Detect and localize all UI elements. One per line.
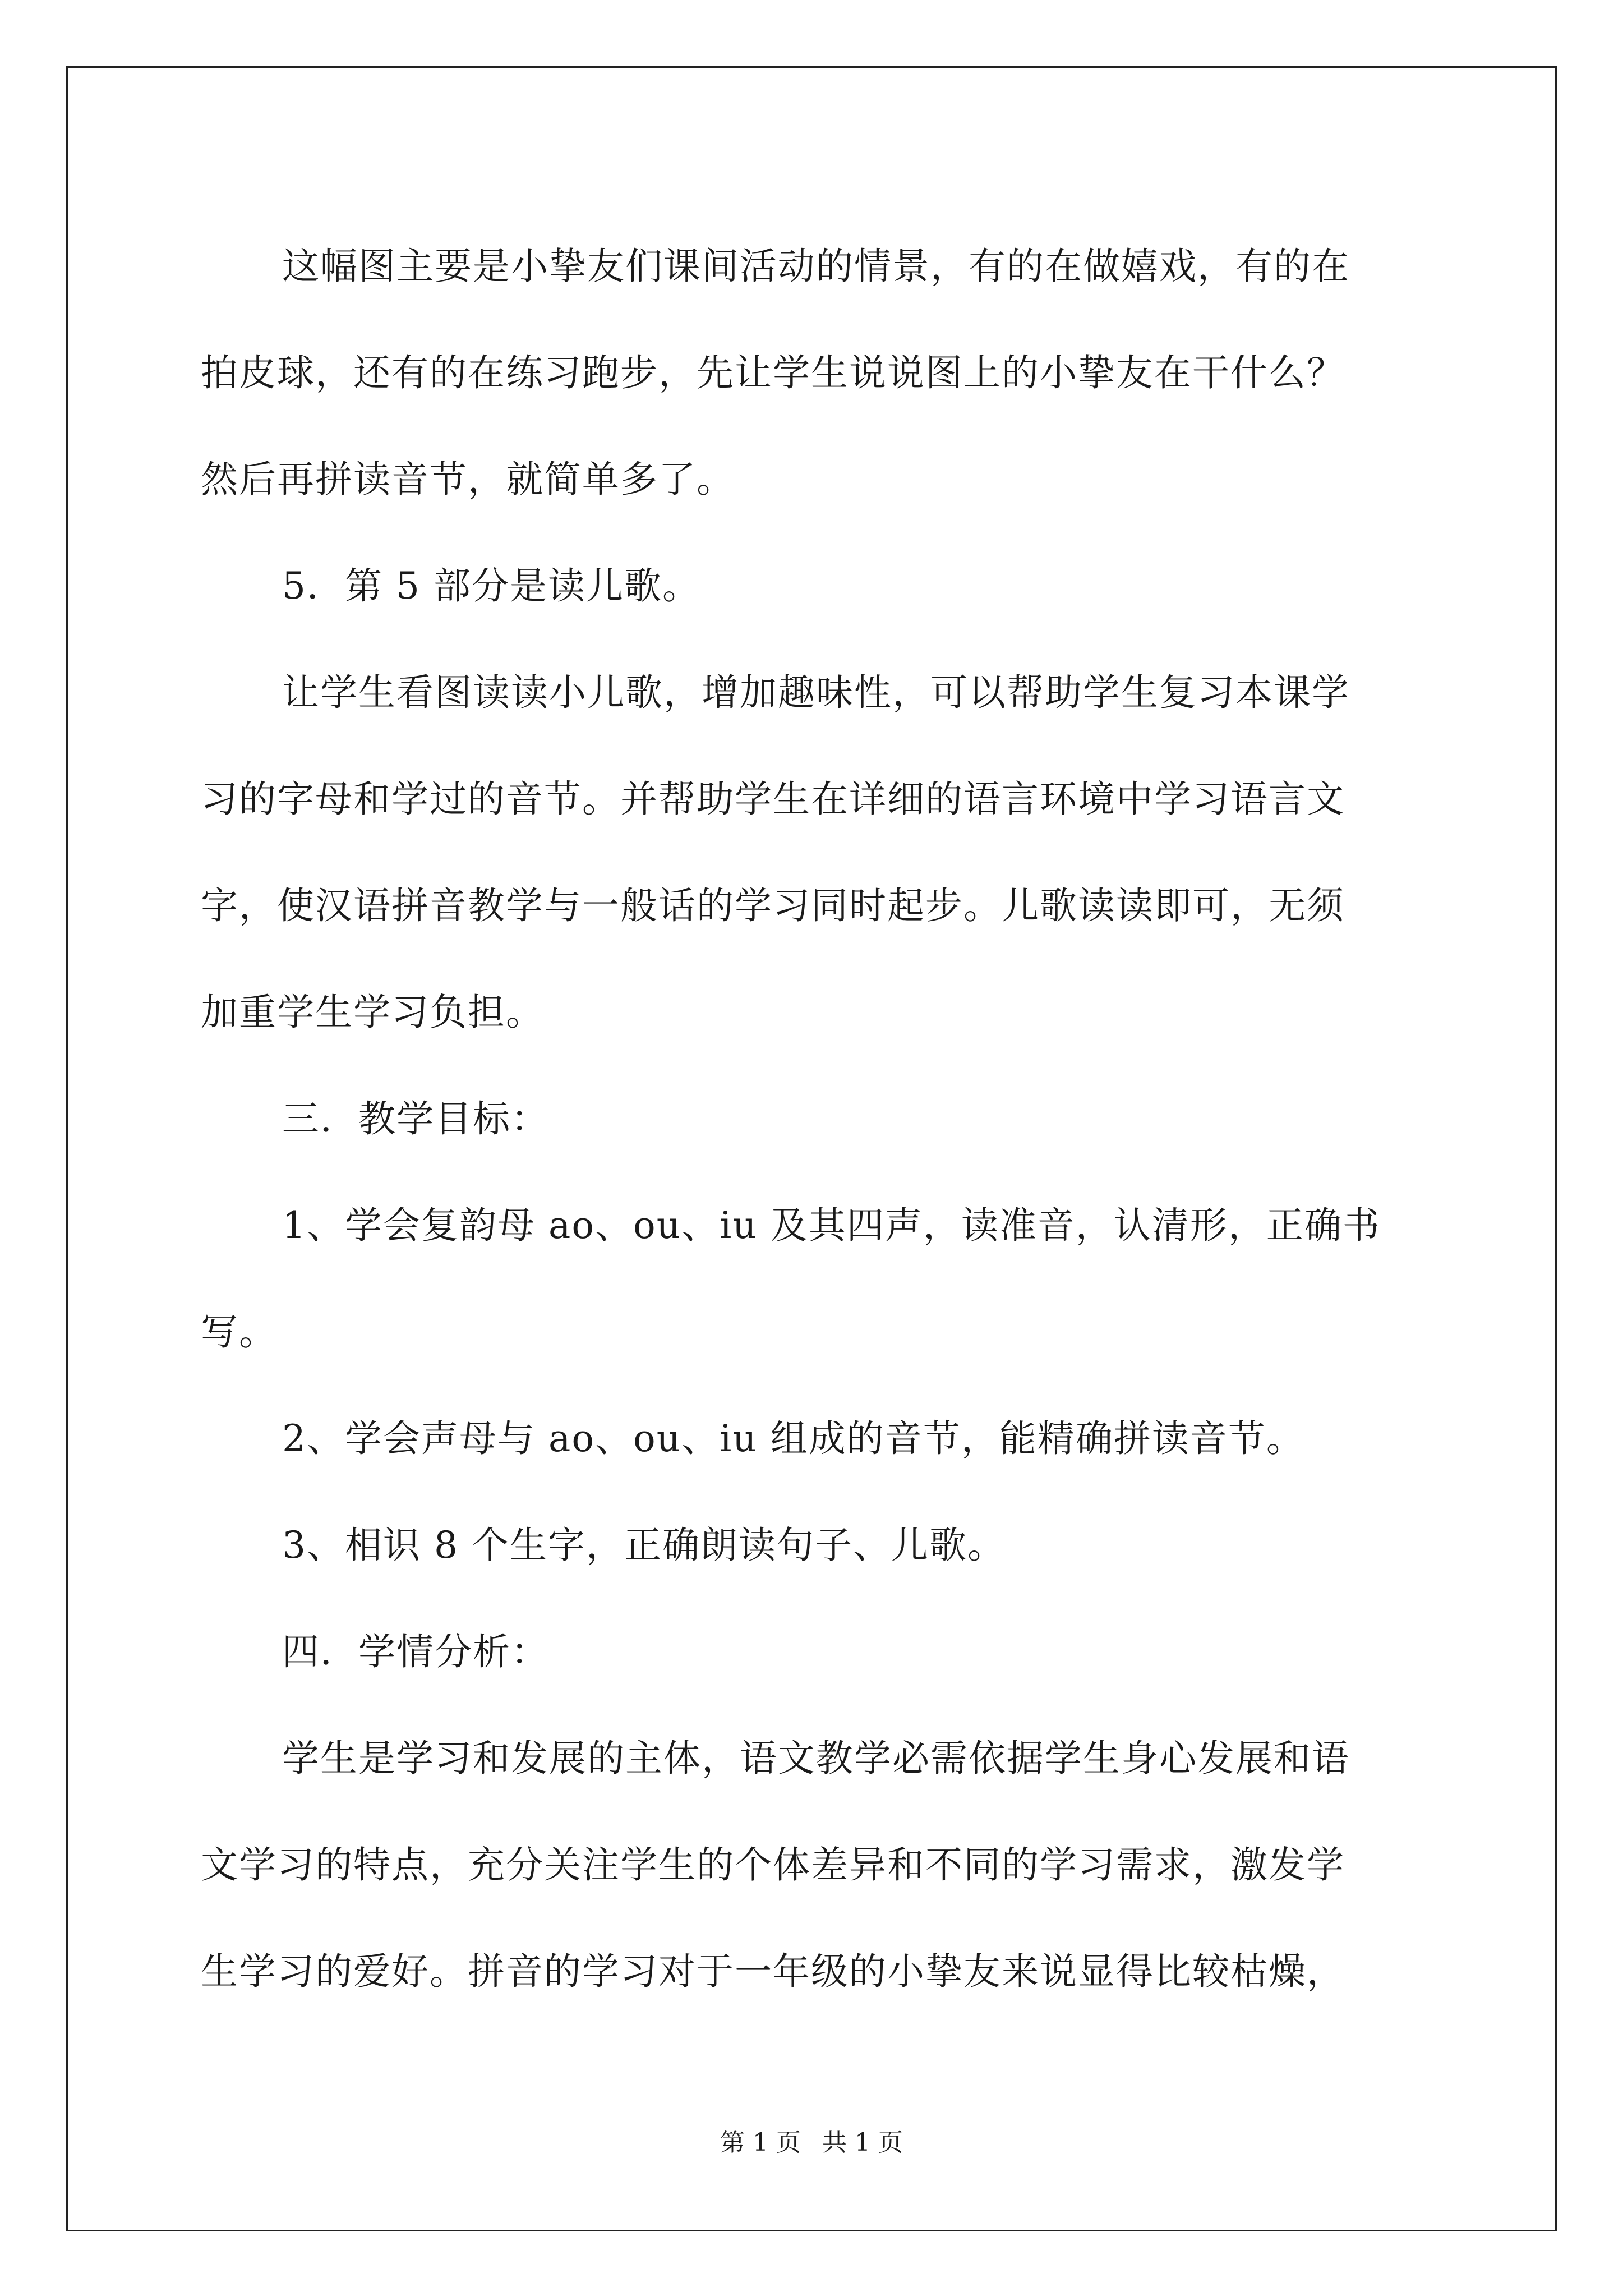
text-line: 文学习的特点，充分关注学生的个体差异和不同的学习需求，激发学	[201, 1843, 1345, 1887]
text-line: 字，使汉语拼音教学与一般话的学习同时起步。儿歌读读即可，无须	[201, 884, 1345, 927]
text-line: 2、学会声母与 ao、ou、iu 组成的音节，能精确拼读音节。	[282, 1417, 1304, 1460]
page-footer	[0, 2126, 1623, 2160]
text-line: 5．第 5 部分是读儿歌。	[282, 564, 700, 608]
text-line: 让学生看图读读小儿歌，增加趣味性，可以帮助学生复习本课学	[282, 671, 1350, 714]
page-number: 第 1 页	[720, 2128, 801, 2157]
text-line: 生学习的爱好。拼音的学习对于一年级的小挚友来说显得比较枯燥，	[201, 1950, 1345, 1993]
section-heading: 三．教学目标：	[282, 1097, 549, 1140]
text-line: 然后再拼读音节，就简单多了。	[201, 458, 735, 501]
text-line: 加重学生学习负担。	[201, 991, 544, 1034]
text-line: 习的字母和学过的音节。并帮助学生在详细的语言环境中学习语言文	[201, 777, 1345, 821]
page-total: 共 1 页	[822, 2128, 903, 2157]
text-line: 写。	[201, 1310, 277, 1354]
text-line: 3、相识 8 个生字，正确朗读句子、儿歌。	[282, 1524, 1006, 1567]
section-heading: 四．学情分析：	[282, 1630, 549, 1673]
document-body	[201, 213, 1435, 2025]
text-line: 拍皮球，还有的在练习跑步，先让学生说说图上的小挚友在干什么？	[201, 351, 1345, 394]
text-line: 学生是学习和发展的主体，语文教学必需依据学生身心发展和语	[282, 1737, 1350, 1780]
text-line: 这幅图主要是小挚友们课间活动的情景，有的在做嬉戏，有的在	[282, 245, 1350, 288]
text-line: 1、学会复韵母 ao、ou、iu 及其四声，读准音，认清形，正确书	[282, 1204, 1381, 1247]
